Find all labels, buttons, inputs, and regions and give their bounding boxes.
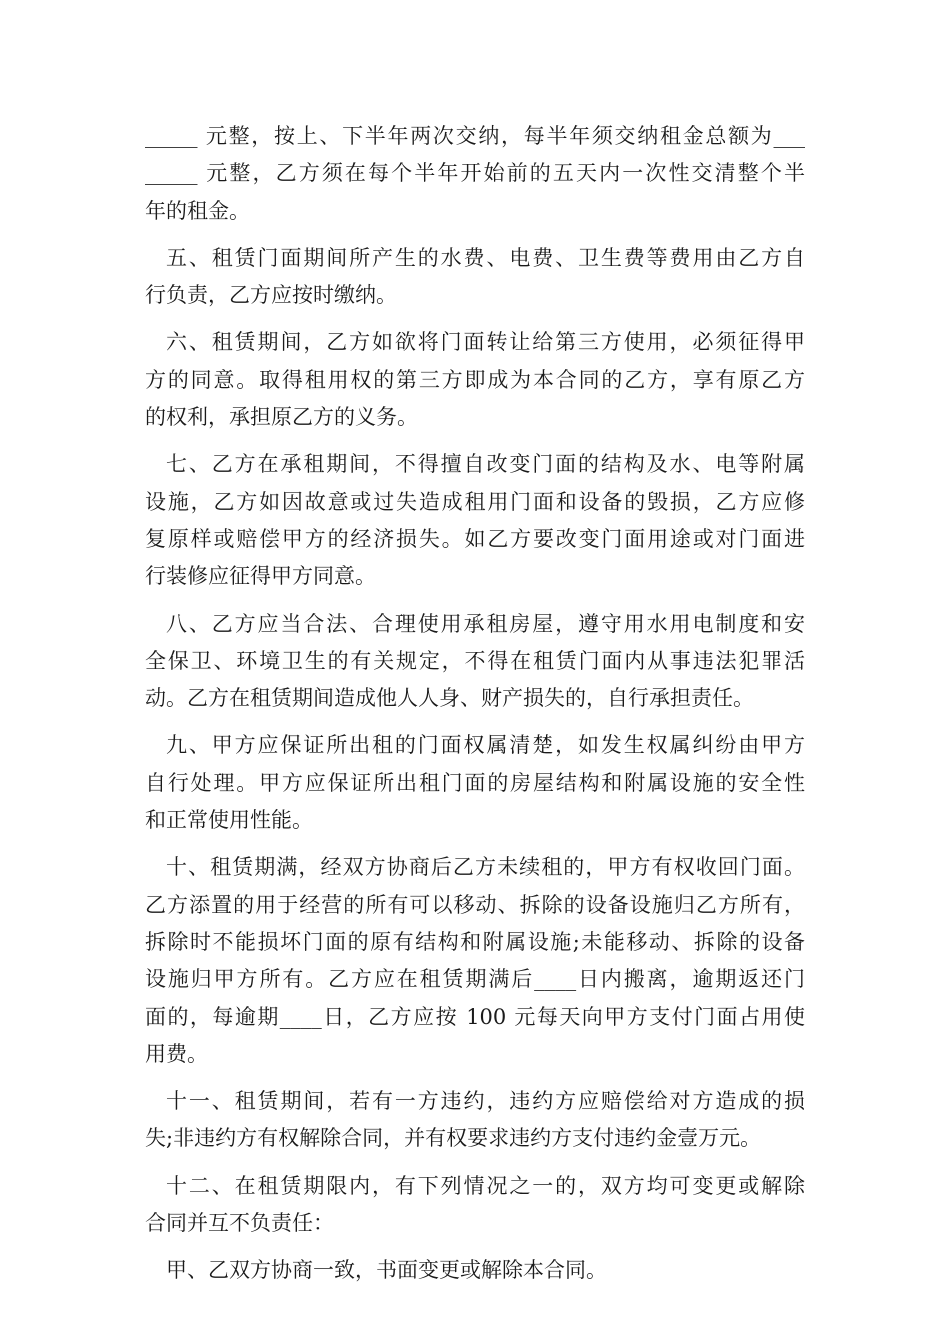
text-line: 动。乙方在租赁期间造成他人人身、财产损失的，自行承担责任。 [145,686,754,711]
text-line: 行装修应征得甲方同意。 [145,564,376,589]
contract-page [145,118,805,1290]
paragraph-rent-payment [145,118,805,230]
text-line: 七、乙方在承租期间，不得擅自改变门面的结构及水、电等附属 [166,452,805,477]
paragraph-clause-9 [145,727,805,839]
text-line: 十、租赁期满，经双方协商后乙方未续租的，甲方有权收回门面。 [166,855,805,880]
text-line: 拆除时不能损坏门面的原有结构和附属设施;未能移动、拆除的设备 [145,929,805,954]
text-line: 和正常使用性能。 [145,808,313,833]
paragraph-clause-12-item [145,1252,805,1289]
text-line: 十一、租赁期间，若有一方违约，违约方应赔偿给对方造成的损 [166,1089,805,1114]
text-line: 合同并互不负责任： [145,1211,334,1236]
text-line: 设施归甲方所有。乙方应在租赁期满后____日内搬离，逾期返还门 [145,967,805,992]
text-line: 乙方添置的用于经营的所有可以移动、拆除的设备设施归乙方所有， [145,892,805,917]
text-line: 行负责，乙方应按时缴纳。 [145,283,397,308]
text-line: 的权利，承担原乙方的义务。 [145,405,418,430]
text-line: 全保卫、环境卫生的有关规定，不得在租赁门面内从事违法犯罪活 [145,648,805,673]
paragraph-clause-11 [145,1083,805,1158]
text-line: 五、租赁门面期间所产生的水费、电费、卫生费等费用由乙方自 [166,245,805,270]
text-line: 甲、乙双方协商一致，书面变更或解除本合同。 [166,1258,607,1283]
text-line: 九、甲方应保证所出租的门面权属清楚，如发生权属纠纷由甲方 [166,733,805,758]
text-line: 八、乙方应当合法、合理使用承租房屋，遵守用水用电制度和安 [166,611,805,636]
paragraph-clause-8 [145,606,805,718]
text-line: _____ 元整，乙方须在每个半年开始前的五天内一次性交清整个半 [145,161,805,186]
text-line: 年的租金。 [145,198,250,223]
text-line: 设施，乙方如因故意或过失造成租用门面和设备的毁损，乙方应修 [145,489,805,514]
text-line: 十二、在租赁期限内，有下列情况之一的，双方均可变更或解除 [166,1173,805,1198]
paragraph-clause-12 [145,1168,805,1243]
paragraph-clause-6 [145,324,805,436]
paragraph-clause-7 [145,446,805,595]
text-line: 方的同意。取得租用权的第三方即成为本合同的乙方，享有原乙方 [145,367,805,392]
text-line: 六、租赁期间，乙方如欲将门面转让给第三方使用，必须征得甲 [166,330,805,355]
paragraph-clause-10 [145,849,805,1073]
paragraph-clause-5 [145,240,805,315]
text-line: 复原样或赔偿甲方的经济损失。如乙方要改变门面用途或对门面进 [145,526,805,551]
text-line: 用费。 [145,1041,208,1066]
text-line: 面的，每逾期____日，乙方应按 100 元每天向甲方支付门面占用使 [145,1004,805,1029]
text-line: _____ 元整，按上、下半年两次交纳，每半年须交纳租金总额为___ [145,124,805,148]
text-line: 失;非违约方有权解除合同，并有权要求违约方支付违约金壹万元。 [145,1126,762,1151]
text-line: 自行处理。甲方应保证所出租门面的房屋结构和附属设施的安全性 [145,770,805,795]
